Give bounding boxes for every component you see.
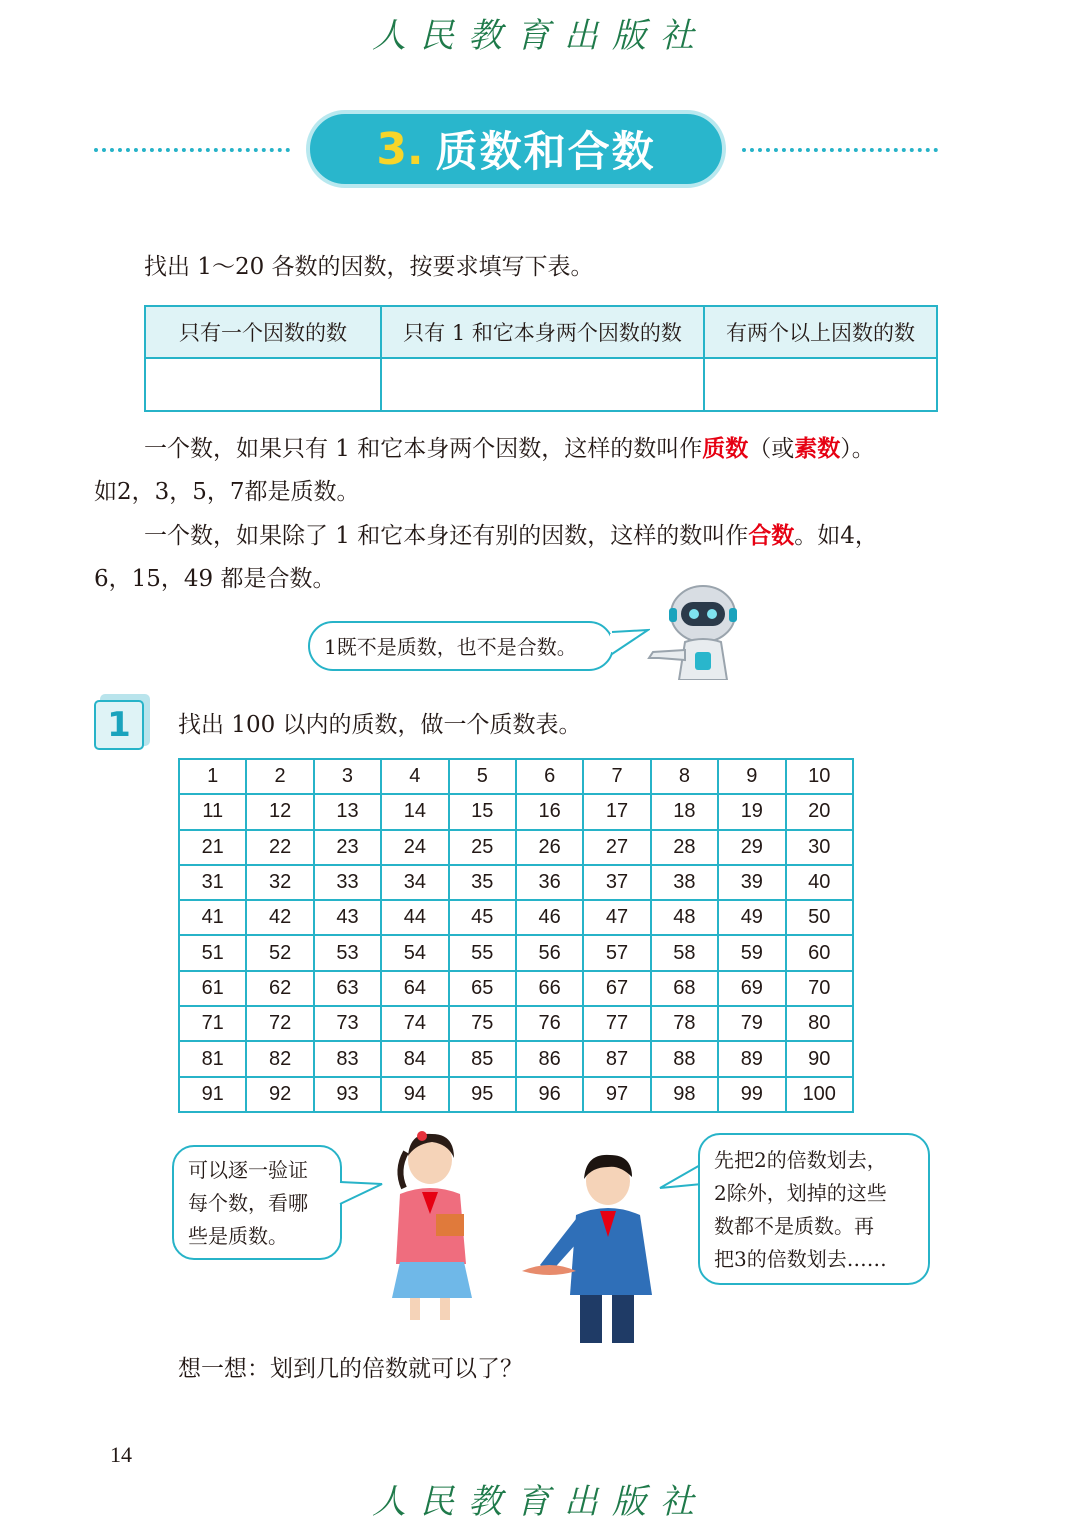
boy-speech-line: 2除外，划掉的这些 [714, 1181, 887, 1205]
title-divider-left [94, 148, 290, 152]
hundred-table-cell[interactable]: 81 [179, 1041, 246, 1076]
hundred-table-row [179, 1041, 853, 1076]
hundred-table-cell[interactable]: 45 [449, 900, 516, 935]
girl-bubble-tail [338, 1178, 384, 1208]
hundred-table-cell[interactable]: 98 [651, 1077, 718, 1112]
robot-bubble-tail [610, 628, 650, 658]
hundred-table-cell[interactable]: 42 [246, 900, 313, 935]
girl-speech-line: 些是质数。 [188, 1224, 288, 1248]
hundred-table-cell[interactable]: 35 [449, 865, 516, 900]
prime-alt-term: 素数 [794, 435, 841, 462]
hundred-table-cell[interactable]: 51 [179, 935, 246, 970]
hundred-table-cell[interactable]: 76 [516, 1006, 583, 1041]
hundred-table-cell[interactable]: 9 [718, 759, 785, 794]
boy-speech-line: 数都不是质数。再 [714, 1214, 874, 1238]
hundred-table-cell[interactable]: 62 [246, 971, 313, 1006]
factor-table [144, 305, 938, 412]
hundred-table-cell[interactable]: 54 [381, 935, 448, 970]
hundred-table-cell[interactable]: 93 [314, 1077, 381, 1112]
hundred-table-cell[interactable]: 85 [449, 1041, 516, 1076]
boy-speech-bubble [698, 1133, 930, 1285]
hundred-table-cell[interactable]: 80 [786, 1006, 853, 1041]
hundred-table-cell[interactable]: 55 [449, 935, 516, 970]
hundred-table-cell[interactable]: 53 [314, 935, 381, 970]
hundred-table-cell[interactable]: 40 [786, 865, 853, 900]
hundred-table-cell[interactable]: 58 [651, 935, 718, 970]
hundred-table-cell[interactable]: 100 [786, 1077, 853, 1112]
hundred-table-cell[interactable]: 46 [516, 900, 583, 935]
hundred-table-cell[interactable]: 83 [314, 1041, 381, 1076]
boy-illustration [520, 1145, 665, 1345]
prime-examples: 如2，3，5，7都是质数。 [94, 479, 360, 505]
hundred-table-cell[interactable]: 17 [583, 794, 650, 829]
exercise-prompt: 找出 100 以内的质数，做一个质数表。 [178, 712, 582, 738]
hundred-table-cell[interactable]: 82 [246, 1041, 313, 1076]
girl-speech-line: 可以逐一验证 [188, 1158, 308, 1182]
hundred-table-cell[interactable]: 4 [381, 759, 448, 794]
hundred-table-cell[interactable]: 24 [381, 830, 448, 865]
hundred-table-cell[interactable]: 79 [718, 1006, 785, 1041]
hundred-table-cell[interactable]: 30 [786, 830, 853, 865]
hundred-table-cell[interactable]: 77 [583, 1006, 650, 1041]
hundred-table-cell[interactable]: 57 [583, 935, 650, 970]
hundred-table-cell[interactable]: 67 [583, 971, 650, 1006]
factor-answer-more[interactable] [704, 358, 937, 411]
hundred-table-cell[interactable]: 11 [179, 794, 246, 829]
hundred-table-row [179, 935, 853, 970]
hundred-table-cell[interactable]: 90 [786, 1041, 853, 1076]
factor-header-two: 只有 1 和它本身两个因数的数 [381, 306, 704, 358]
hundred-table-cell[interactable]: 1 [179, 759, 246, 794]
hundred-table-cell[interactable]: 84 [381, 1041, 448, 1076]
hundred-table-cell[interactable]: 63 [314, 971, 381, 1006]
hundred-table-cell[interactable]: 27 [583, 830, 650, 865]
hundred-table-cell[interactable]: 60 [786, 935, 853, 970]
hundred-table-cell[interactable]: 75 [449, 1006, 516, 1041]
hundred-table-cell[interactable]: 14 [381, 794, 448, 829]
hundred-table-cell[interactable]: 70 [786, 971, 853, 1006]
hundred-table-cell[interactable]: 49 [718, 900, 785, 935]
hundred-table-cell[interactable]: 73 [314, 1006, 381, 1041]
factor-answer-two[interactable] [381, 358, 704, 411]
hundred-table [178, 758, 854, 1113]
hundred-table-cell[interactable]: 37 [583, 865, 650, 900]
hundred-table-cell[interactable]: 3 [314, 759, 381, 794]
hundred-table-row [179, 1006, 853, 1041]
hundred-table-cell[interactable]: 8 [651, 759, 718, 794]
hundred-table-row [179, 900, 853, 935]
hundred-table-cell[interactable]: 50 [786, 900, 853, 935]
hundred-table-row [179, 794, 853, 829]
exercise-badge [94, 694, 150, 750]
hundred-table-cell[interactable]: 23 [314, 830, 381, 865]
hundred-table-cell[interactable]: 61 [179, 971, 246, 1006]
hundred-table-cell[interactable]: 21 [179, 830, 246, 865]
hundred-table-cell[interactable]: 86 [516, 1041, 583, 1076]
robot-speech-text: 1既不是质数，也不是合数。 [324, 635, 577, 659]
hundred-table-cell[interactable]: 25 [449, 830, 516, 865]
hundred-table-cell[interactable]: 92 [246, 1077, 313, 1112]
hundred-table-cell[interactable]: 71 [179, 1006, 246, 1041]
hundred-table-cell[interactable]: 7 [583, 759, 650, 794]
girl-speech-line: 每个数，看哪 [188, 1191, 308, 1215]
hundred-table-cell[interactable]: 29 [718, 830, 785, 865]
hundred-table-cell[interactable]: 56 [516, 935, 583, 970]
hundred-table-cell[interactable]: 96 [516, 1077, 583, 1112]
hundred-table-cell[interactable]: 99 [718, 1077, 785, 1112]
factor-header-one: 只有一个因数的数 [145, 306, 381, 358]
boy-speech-line: 先把2的倍数划去， [714, 1148, 887, 1172]
hundred-table-cell[interactable]: 59 [718, 935, 785, 970]
hundred-table-row [179, 830, 853, 865]
hundred-table-cell[interactable]: 66 [516, 971, 583, 1006]
hundred-table-cell[interactable]: 28 [651, 830, 718, 865]
hundred-table-cell[interactable]: 2 [246, 759, 313, 794]
prime-term: 质数 [702, 435, 749, 462]
hundred-table-cell[interactable]: 10 [786, 759, 853, 794]
title-pill [306, 110, 726, 188]
hundred-table-cell[interactable]: 47 [583, 900, 650, 935]
hundred-table-cell[interactable]: 6 [516, 759, 583, 794]
hundred-table-cell[interactable]: 38 [651, 865, 718, 900]
hundred-table-cell[interactable]: 95 [449, 1077, 516, 1112]
robot-illustration [645, 580, 745, 680]
hundred-table-cell[interactable]: 89 [718, 1041, 785, 1076]
exercise-number: 1 [94, 700, 144, 750]
hundred-table-cell[interactable]: 91 [179, 1077, 246, 1112]
prime-definition: 一个数，如果只有 1 和它本身两个因数，这样的数叫作质数（或素数）。 [144, 435, 875, 462]
publisher-header: 人民教育出版社 [372, 16, 708, 56]
hundred-table-cell[interactable]: 34 [381, 865, 448, 900]
hundred-table-cell[interactable]: 31 [179, 865, 246, 900]
think-prompt: 想一想：划到几的倍数就可以了？ [178, 1356, 523, 1382]
hundred-table-cell[interactable]: 88 [651, 1041, 718, 1076]
hundred-table-cell[interactable]: 32 [246, 865, 313, 900]
hundred-table-cell[interactable]: 68 [651, 971, 718, 1006]
boy-speech-line: 把3的倍数划去…… [714, 1247, 887, 1271]
composite-definition: 一个数，如果除了 1 和它本身还有别的因数，这样的数叫作合数。如4， [144, 522, 878, 549]
hundred-table-cell[interactable]: 5 [449, 759, 516, 794]
hundred-table-cell[interactable]: 36 [516, 865, 583, 900]
section-number: 3. [376, 123, 424, 175]
hundred-table-row [179, 759, 853, 794]
hundred-table-cell[interactable]: 64 [381, 971, 448, 1006]
factor-header-more: 有两个以上因数的数 [704, 306, 937, 358]
girl-illustration [382, 1122, 482, 1322]
publisher-footer: 人民教育出版社 [372, 1482, 708, 1522]
hundred-table-cell[interactable]: 33 [314, 865, 381, 900]
title-divider-right [742, 148, 938, 152]
hundred-table-cell[interactable]: 19 [718, 794, 785, 829]
composite-examples: 6，15，49 都是合数。 [94, 566, 336, 592]
hundred-table-row [179, 971, 853, 1006]
section-title [0, 110, 1080, 190]
hundred-table-cell[interactable]: 97 [583, 1077, 650, 1112]
hundred-table-cell[interactable]: 69 [718, 971, 785, 1006]
hundred-table-cell[interactable]: 26 [516, 830, 583, 865]
hundred-table-cell[interactable]: 87 [583, 1041, 650, 1076]
section-heading: 质数和合数 [435, 127, 656, 176]
hundred-table-cell[interactable]: 44 [381, 900, 448, 935]
hundred-table-cell[interactable]: 94 [381, 1077, 448, 1112]
hundred-table-cell[interactable]: 12 [246, 794, 313, 829]
page-number: 14 [110, 1442, 132, 1467]
hundred-table-cell[interactable]: 22 [246, 830, 313, 865]
hundred-table-cell[interactable]: 43 [314, 900, 381, 935]
hundred-table-cell[interactable]: 72 [246, 1006, 313, 1041]
hundred-table-cell[interactable]: 74 [381, 1006, 448, 1041]
robot-speech-bubble [308, 621, 614, 671]
hundred-table-cell[interactable]: 65 [449, 971, 516, 1006]
hundred-table-cell[interactable]: 16 [516, 794, 583, 829]
factor-answer-one[interactable] [145, 358, 381, 411]
hundred-table-cell[interactable]: 48 [651, 900, 718, 935]
hundred-table-row [179, 1077, 853, 1112]
hundred-table-cell[interactable]: 41 [179, 900, 246, 935]
hundred-table-row [179, 865, 853, 900]
hundred-table-cell[interactable]: 39 [718, 865, 785, 900]
intro-text: 找出 1～20 各数的因数，按要求填写下表。 [144, 254, 594, 280]
hundred-table-cell[interactable]: 18 [651, 794, 718, 829]
hundred-table-cell[interactable]: 52 [246, 935, 313, 970]
girl-speech-bubble [172, 1145, 342, 1260]
hundred-table-cell[interactable]: 13 [314, 794, 381, 829]
hundred-table-cell[interactable]: 15 [449, 794, 516, 829]
hundred-table-cell[interactable]: 20 [786, 794, 853, 829]
hundred-table-cell[interactable]: 78 [651, 1006, 718, 1041]
composite-term: 合数 [748, 522, 795, 549]
